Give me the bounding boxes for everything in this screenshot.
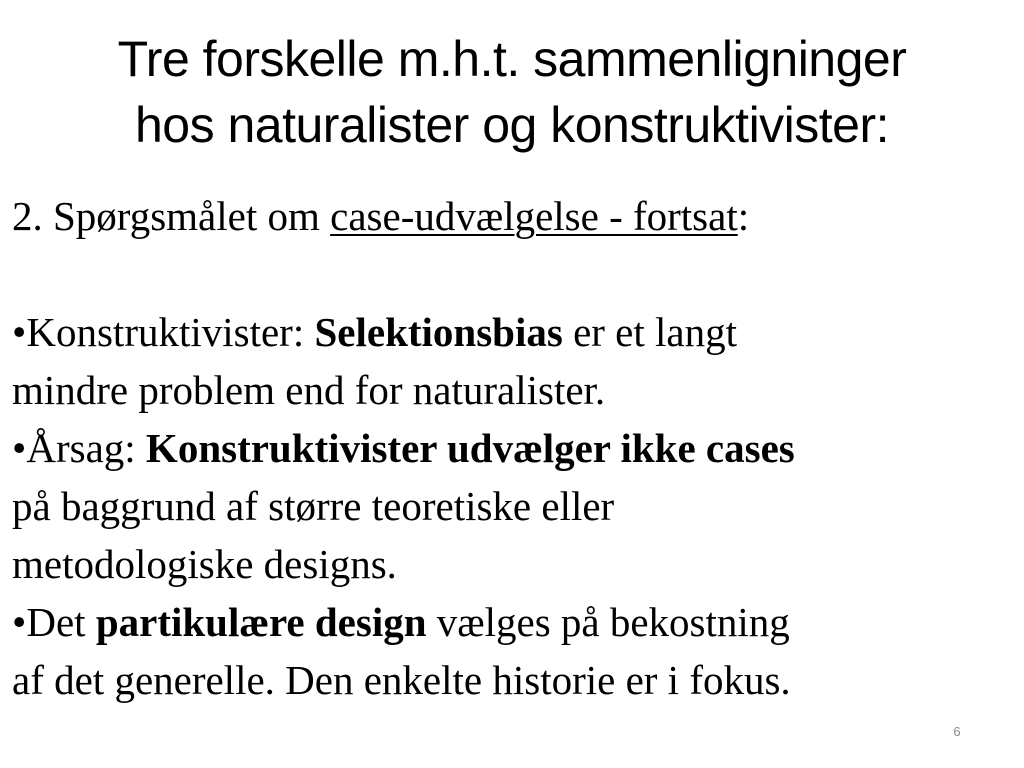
- bullet-2-line-2: på baggrund af større teoretiske eller: [12, 483, 615, 529]
- section-heading: [12, 187, 1016, 245]
- bullet-2-line-1: [12, 419, 1016, 477]
- section-heading-prefix: 2. Spørgsmålet om: [12, 193, 331, 239]
- page-number: 6: [953, 724, 961, 739]
- slide-body: [12, 187, 1016, 709]
- bullet-item-selektionsbias: [12, 303, 1016, 419]
- bullet-2-bold: Konstruktivister udvælger ikke cases: [145, 425, 795, 471]
- bullet-marker: •: [12, 309, 27, 355]
- bullet-3-line-2: af det generelle. Den enkelte historie er i fokus.: [12, 657, 791, 703]
- bullet-3-rest: vælges på bekostning: [426, 599, 790, 645]
- section-heading-suffix: :: [737, 193, 750, 239]
- bullet-1-bold: Selektionsbias: [314, 309, 563, 355]
- bullet-1-rest: er et langt: [562, 309, 737, 355]
- slide-title-line-1: Tre forskelle m.h.t. sammenligninger: [117, 31, 907, 87]
- bullet-marker: •: [12, 425, 27, 471]
- slide-title: [0, 26, 1024, 158]
- bullet-2-lead: Årsag:: [26, 425, 146, 471]
- bullet-3-bold: partikulære design: [95, 599, 427, 645]
- bullet-item-aarsag: [12, 419, 1016, 593]
- bullet-1-line-2: mindre problem end for naturalister.: [12, 367, 606, 413]
- bullet-marker: •: [12, 599, 27, 645]
- slide-title-line-2: hos naturalister og konstruktivister:: [134, 97, 890, 153]
- bullet-item-partikulaere-design: [12, 593, 1016, 709]
- bullet-1-line-1: [12, 303, 1016, 361]
- bullet-3-lead: Det: [26, 599, 96, 645]
- section-heading-underlined: case-udvælgelse - fortsat: [330, 193, 738, 239]
- bullet-3-line-1: [12, 593, 1016, 651]
- bullet-1-lead: Konstruktivister:: [26, 309, 315, 355]
- bullet-2-line-3: metodologiske designs.: [12, 541, 397, 587]
- spacer: [12, 245, 1016, 303]
